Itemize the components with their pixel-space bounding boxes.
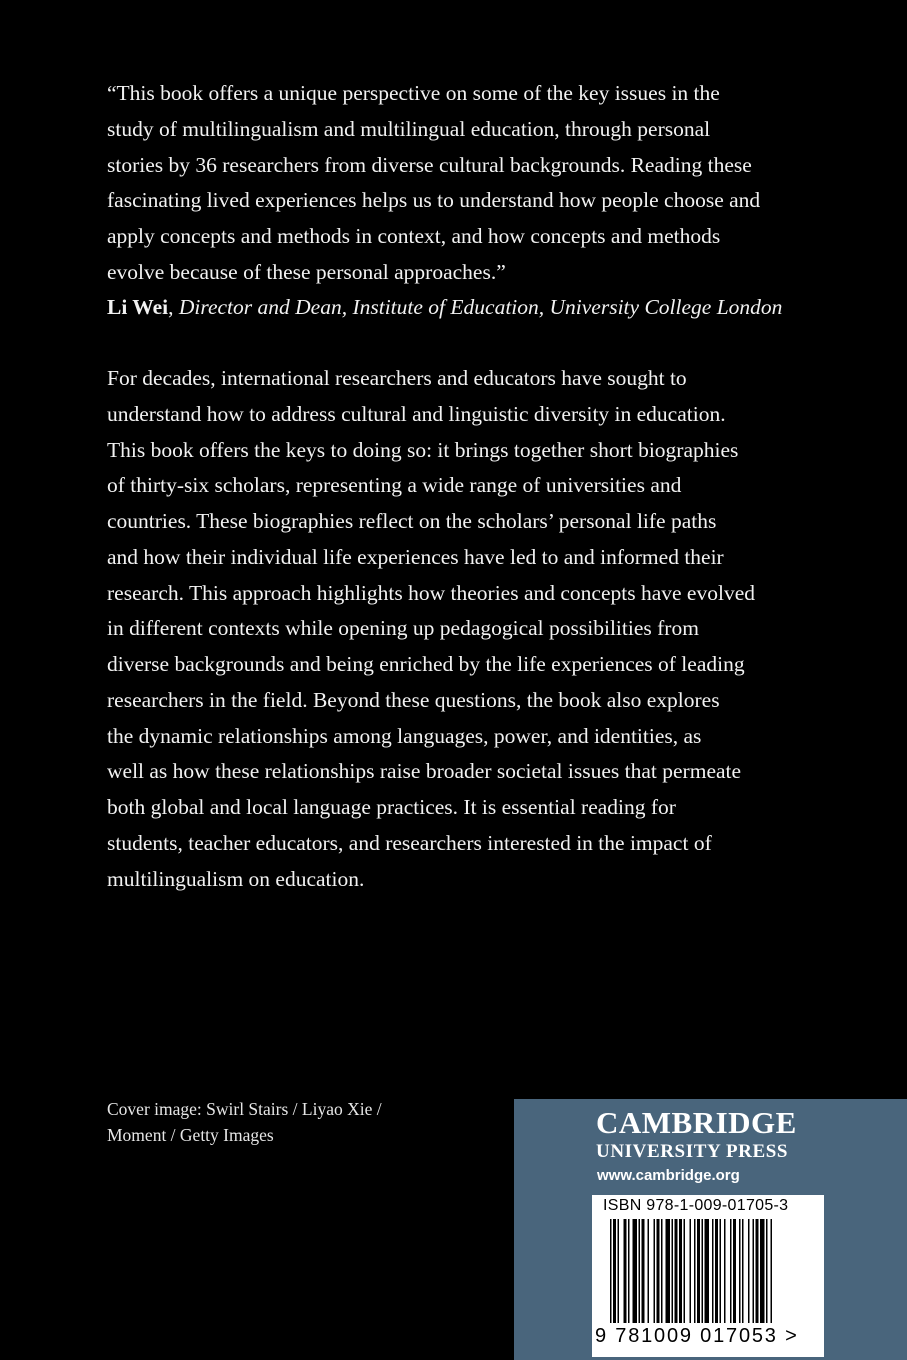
endorsement-line: fascinating lived experiences helps us to understand how people choose and — [107, 188, 761, 213]
description-line: For decades, international researchers and educators have sought to — [107, 366, 687, 390]
description-line: of thirty-six scholars, representing a wide range of universities and — [107, 473, 682, 498]
cover-image-credit — [107, 1096, 427, 1148]
isbn-barcode — [592, 1195, 824, 1357]
description-line: This book offers the keys to doing so: it brings together short biographies — [107, 437, 739, 462]
credit-line: Cover image: Swirl Stairs / Liyao Xie / — [107, 1099, 382, 1119]
publisher-logo-name: CAMBRIDGE — [596, 1105, 797, 1140]
isbn-label: ISBN 978-1-009-01705-3 — [603, 1197, 789, 1214]
endorsement-line: evolve because of these personal approaches.” — [107, 259, 506, 284]
publisher-panel — [514, 1099, 907, 1360]
description-line: multilingualism on education. — [107, 866, 365, 891]
description-line: diverse backgrounds and being enriched by the life experiences of leading — [107, 652, 745, 676]
description-line: researchers in the field. Beyond these questions, the book also explores — [107, 687, 720, 712]
credit-line: Moment / Getty Images — [107, 1125, 274, 1145]
description-line: research. This approach highlights how theories and concepts have evolved — [107, 580, 755, 605]
endorsement-attribution — [107, 290, 827, 326]
endorser-role: Director and Dean, Institute of Education, University College London — [178, 295, 783, 319]
description-line: both global and local language practices. It is essential reading for — [107, 795, 676, 819]
endorsement-quote — [107, 76, 812, 291]
publisher-url[interactable]: www.cambridge.org — [597, 1167, 740, 1184]
description-line: the dynamic relationships among languages, power, and identities, as — [107, 723, 702, 748]
endorsement-line: “This book offers a unique perspective on some of the key issues in the — [107, 81, 720, 105]
description-line: countries. These biographies reflect on the scholars’ personal life paths — [107, 509, 717, 533]
description-line: understand how to address cultural and linguistic diversity in education. — [107, 401, 726, 426]
endorsement-line: stories by 36 researchers from diverse cultural backgrounds. Reading these — [107, 152, 752, 177]
book-description — [107, 361, 807, 897]
description-line: students, teacher educators, and researchers interested in the impact of — [107, 830, 712, 855]
endorsement-line: apply concepts and methods in context, and how concepts and methods — [107, 224, 721, 249]
barcode-bars — [598, 1219, 818, 1327]
barcode-digits: 9 781009 017053 > — [595, 1325, 799, 1347]
attribution-separator: , — [168, 295, 179, 319]
description-line: and how their individual life experiences have led to and informed their — [107, 544, 724, 569]
publisher-logo-subtitle: UNIVERSITY PRESS — [596, 1141, 789, 1162]
endorsement-line: study of multilingualism and multilingual education, through personal — [107, 116, 711, 141]
description-line: well as how these relationships raise broader societal issues that permeate — [107, 759, 742, 784]
endorser-name: Li Wei — [107, 295, 169, 319]
description-line: in different contexts while opening up pedagogical possibilities from — [107, 616, 699, 641]
